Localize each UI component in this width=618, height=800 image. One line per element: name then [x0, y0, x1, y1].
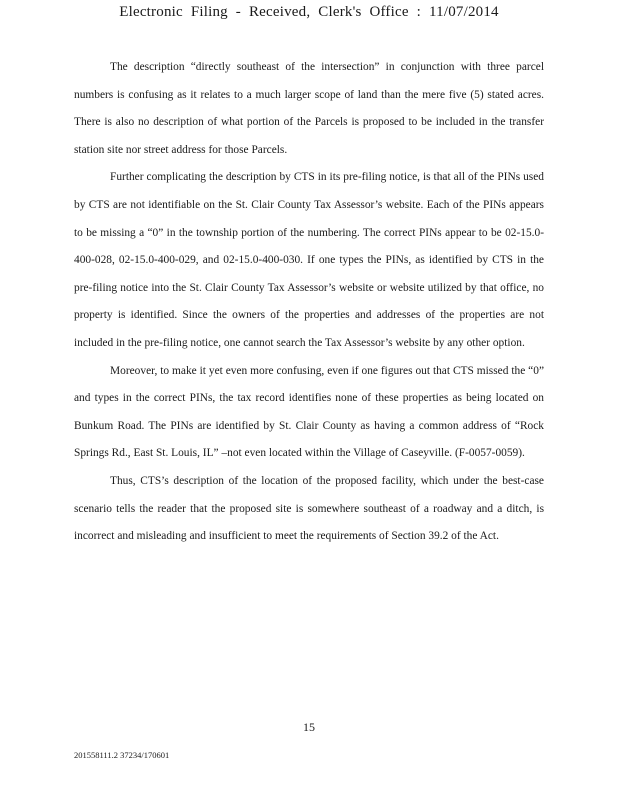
paragraph-pins-not-identifiable: Further complicating the description by CTS in its pre-filing notice, is that all of the PINs used by CTS are not identifiable on the St. Clair County Tax Assessor’s website. Each of the PINs appears to be missing a “0” in the township portion of the numbering. The correct PINs appear to be 02-15.0-400-028, 02-15.0-400-029, and 02-15.0-400-030. If one types the PINs, as identified by CTS in the pre-filing notice into the St. Clair County Tax Assessor’s website or website utilized by that office, no property is identified. Since the owners of the properties and addresses of the properties are not included in the pre-filing notice, one cannot search the Tax Assessor’s website by any other option.: [74, 171, 544, 349]
paragraph-conclusion: Thus, CTS’s description of the location of the proposed facility, which under the best-case scenario tells the reader that the proposed site is somewhere southeast of a roadway and a ditch, is incorrect and misleading and insufficient to meet the requirements of Section 39.2 of the Act.: [74, 474, 544, 543]
document-body: [74, 54, 544, 551]
paragraph-tax-record-address: Moreover, to make it yet even more confusing, even if one figures out that CTS missed the “0” and types in the correct PINs, the tax record identifies none of these properties as being located on Bunkum Road. The PINs are identified by St. Clair County as having a common address of “Rock Springs Rd., East St. Louis, IL” –not even located within the Village of Caseyville. (F-0057-0059).: [74, 364, 544, 460]
filing-stamp-header: Electronic Filing - Received, Clerk's Office : 11/07/2014: [119, 4, 499, 20]
page-number: 15: [303, 720, 315, 734]
paragraph-description-confusing: The description “directly southeast of the intersection” in conjunction with three parcel numbers is confusing as it relates to a much larger scope of land than the mere five (5) stated acres. There is also no description of what portion of the Parcels is proposed to be included in the transfer station site nor street address for those Parcels.: [74, 61, 544, 156]
document-id: 201558111.2 37234/170601: [74, 750, 170, 760]
